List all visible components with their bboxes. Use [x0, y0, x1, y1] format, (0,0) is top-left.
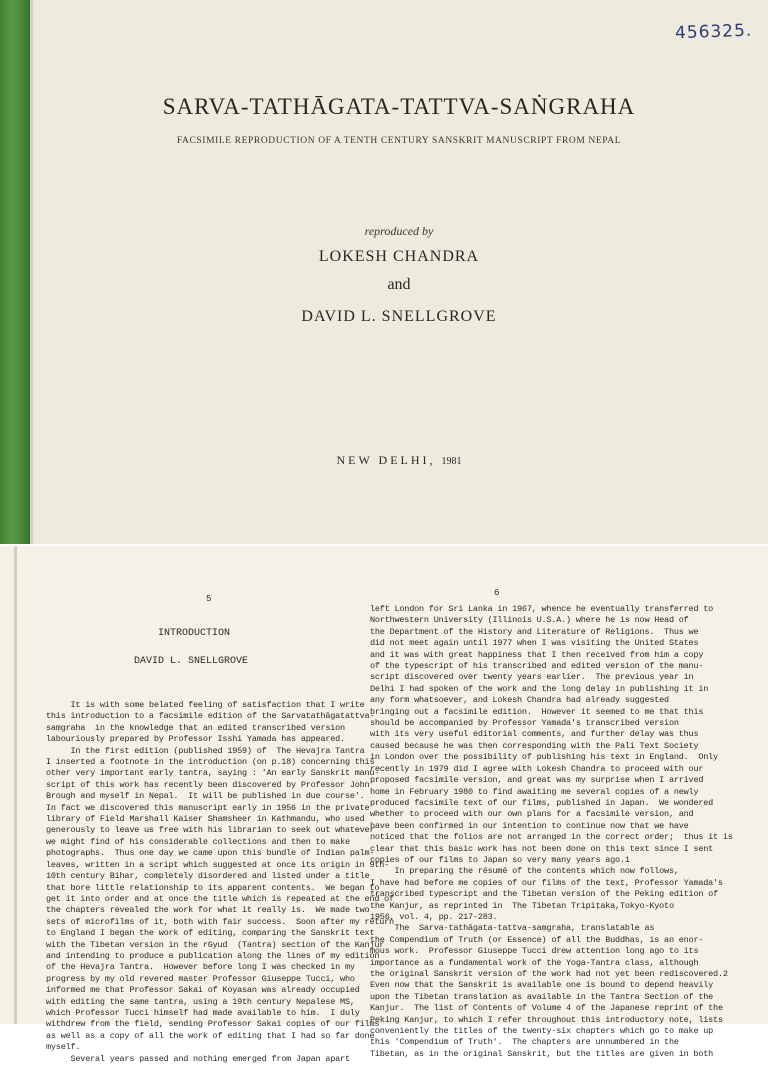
introduction-author: DAVID L. SNELLGROVE [134, 656, 249, 667]
handwritten-catalog-number: 456325. [674, 20, 753, 44]
reproduced-by-label: reproduced by [364, 224, 434, 238]
author-lokesh-chandra: LOKESH CHANDRA [318, 248, 480, 265]
introduction-heading: INTRODUCTION [158, 628, 231, 639]
page-number-right: 6 [494, 588, 500, 598]
green-binding-spine [0, 0, 30, 544]
publication-year: 1981 [441, 456, 462, 467]
page-number-left: 5 [206, 594, 212, 604]
left-page-body: It is with some belated feeling of satisfaction that I write this introduction to a facsimile edition of the Sarvatathāgatattva- saṃgraha in the knowledge that an edited transcribed version labouriously prepared by Professor Isshi Yamada has appeared. In the first edition (published 1959) of The Hevajra Tantra I inserted a footnote in the introduction (on p.18) concerning this other very important early tantra, saying : 'An early Sanskrit manu- script of this work has recently been discovered by Professor John Brough and myself in Nepal. It will be published in due course'. In fact we discovered this manuscript early in 1956 in the private library of Field Marshall Kaiser Shamsheer in Kathmandu, who used generously to leave us free with his librarian to seek out whatever we might find of his considerable collections and then to make photographs. Thus one day we came upon this bundle of Indian palm- leaves, written in a script which suggested at once its origin in 9th- 10th century Bihar, completely disordered and listed under a title that bore little relationship to its apparent contents. We began to get it into order and at once the title which is repeated at the end of the chapters revealed the work for what it really is. We made two sets of microfilms of it, both with fair success. Soon after my return to England I began the work of editing, comparing the Sanskrit text with the Tibetan version in the rGyud (Tantra) section of the Kanjur and intending to produce a publication along the lines of my edition of the Hevajra Tantra. However before long I was checked in my progress by my old revered master Professor Giuseppe Tucci, who informed me that Professor Sakai of Koyasan was already occupied with editing the same tantra, using a 19th century Nepalese MS, which Professor Tucci himself had made available to him. I duly withdrew from the field, sending Professor Sakai copies of our films as well as a copy of all the work of editing that I had so far done myself. Several years passed and nothing emerged from Japan apart [46, 700, 394, 1064]
author-david-snellgrove: DAVID L. SNELLGROVE [301, 308, 497, 325]
page-gutter [14, 546, 17, 1024]
inner-pages-spread [0, 546, 768, 1064]
publication-place-year [30, 453, 768, 468]
right-page-body: left London for Sri Lanka in 1967, whence he eventually transferred to Northwestern University (Illinois U.S.A.) where he is now Head of the Department of the History and Literature of Religions. Thus we did not meet again until 1977 when I was visiting the United States and it was with great happiness that I then received from him a copy of the typescript of his transcribed and edited version of the manu- script discovered over twenty years earlier. The previous year in Delhi I had spoken of the work and the long delay in publishing it in any form whatsoever, and Lokesh Chandra had already suggested bringing out a facsimile edition. However it seemed to me that this should be accompanied by Professor Yamada's transcribed version with its very useful editorial comments, and further delay was thus caused because he was then corresponding with the Pali Text Society in London over the possibility of publishing his text in England. Only recently in 1979 did I agree with Lokesh Chandra to proceed with our proposed facsimile version, and great was my surprise when I arrived home in February 1980 to find awaiting me several copies of a newly produced facsimile text of our films, published in Japan. We wondered whether to proceed with our own plans for a facsimile version, and have been confirmed in our intention to continue now that we have noticed that the folios are not arranged in the correct order; thus it is clear that this basic work has not been done on this text since I sent copies of our films to Japan so very many years ago.1 In preparing the résumé of the contents which now follows, I have had before me copies of our films of the text, Professor Yamada's transcribed typescript and the Tibetan version of the Peking edition of the Kanjur, as reprinted in The Tibetan Tripiṭaka,Tokyo-Kyoto 1956, vol. 4, pp. 217-283. The Sarva-tathāgata-tattva-saṃgraha, translatable as the Compendium of Truth (or Essence) of all the Buddhas, is an enor- mous work. Professor Giuseppe Tucci drew attention long ago to its importance as a fundamental work of the Yoga-Tantra class, although the original Sanskrit version of the work had not yet been rediscovered.2 Even now that the Sanskrit is available one is bound to depend heavily upon the Tibetan translation as available in the Tantra Section of the Kanjur. The list of Contents of Volume 4 of the Japanese reprint of the Peking Kanjur, to which I refer throughout this introductory note, lists conveniently the titles of the twenty-six chapters which go to make up this 'Compendium of Truth'. The chapters are unnumbered in the Tibetan, as in the original Sanskrit, but the titles are given in both [370, 604, 733, 1059]
author-conjunction: and [387, 276, 411, 293]
publication-place: NEW DELHI, [336, 453, 436, 467]
book-title: SARVA-TATHĀGATA-TATTVA-SAṄGRAHA [162, 94, 636, 119]
book-subtitle: FACSIMILE REPRODUCTION OF A TENTH CENTURY SANSKRIT MANUSCRIPT FROM NEPAL [176, 136, 622, 146]
